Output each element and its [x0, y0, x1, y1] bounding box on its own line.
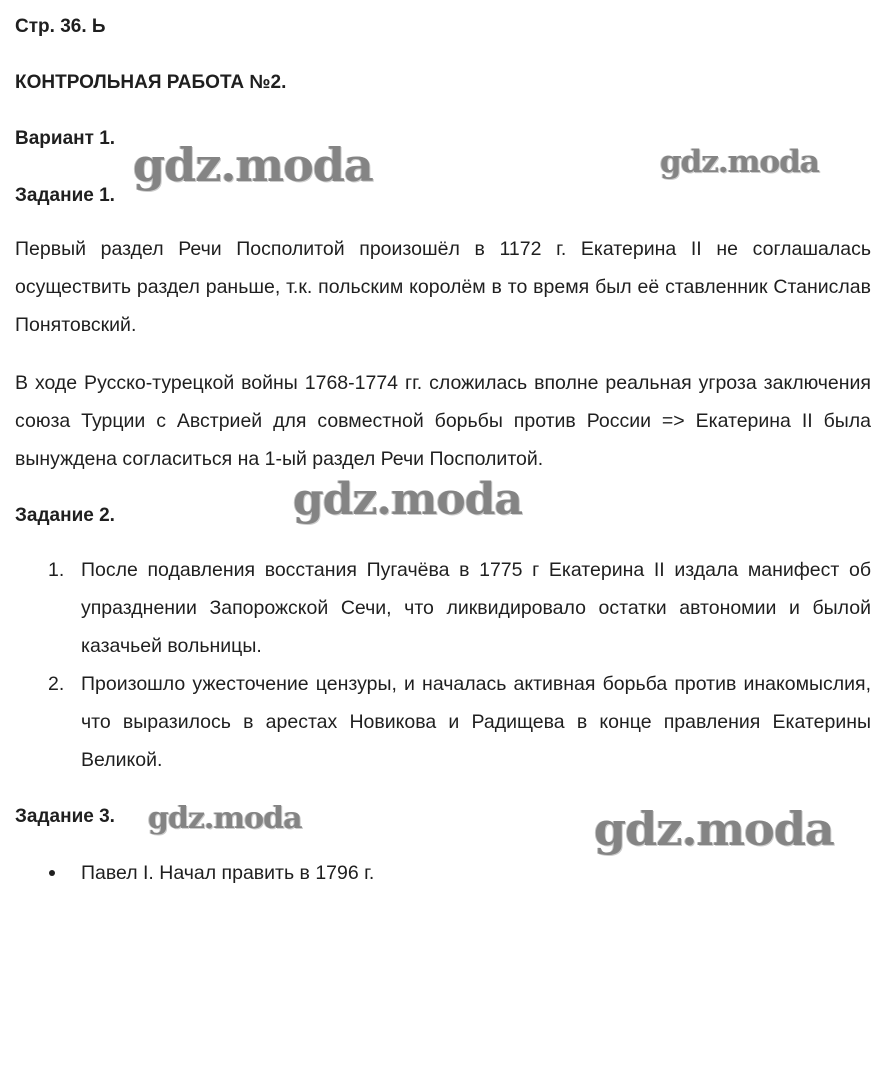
variant-heading: Вариант 1.: [15, 128, 116, 149]
list-item: [15, 854, 871, 892]
watermark-logo: gdz.moda: [660, 144, 819, 180]
list-item: [15, 665, 871, 779]
list-item-text: Произошло ужесточение цензуры, и началась активная борьба против инакомыслия, что выразилось в арестах Новикова и Радищева в конце правления Екатерины Великой.: [81, 673, 871, 771]
list-item: [15, 551, 871, 665]
bullet-icon: [49, 870, 55, 876]
watermark-logo: gdz.moda: [133, 138, 373, 192]
list-item-number: 1.: [48, 559, 65, 581]
document-title: КОНТРОЛЬНАЯ РАБОТА №2.: [15, 72, 287, 93]
task-1-paragraph-1: Первый раздел Речи Посполитой произошёл в 1172 г. Екатерина II не соглашалась осуществить раздел раньше, т.к. польским королём в то время был её ставленник Станислав Понятовский.: [15, 238, 871, 336]
task-1-heading: Задание 1.: [15, 185, 115, 206]
task-2-heading: Задание 2.: [15, 505, 115, 526]
watermark-logo: gdz.moda: [594, 802, 834, 856]
list-item-text: После подавления восстания Пугачёва в 1775 г Екатерина II издала манифест об упразднении Запорожской Сечи, что ликвидировало остатки автономии и былой казачьей вольницы.: [81, 559, 871, 657]
watermark-logo: gdz.moda: [293, 474, 523, 525]
watermark-logo: gdz.moda: [148, 801, 302, 836]
task-1-paragraph-2: В ходе Русско-турецкой войны 1768-1774 гг. сложилась вполне реальная угроза заключения союза Турции с Австрией для совместной борьбы против России => Екатерина II была вынуждена согласиться на 1-ый раздел Речи Посполитой.: [15, 372, 871, 470]
task-2-list: [15, 551, 871, 779]
page-reference: Стр. 36. Ь: [15, 16, 106, 37]
list-item-text: Павел I. Начал править в 1796 г.: [81, 862, 375, 884]
task-3-heading: Задание 3.: [15, 806, 115, 827]
task-3-list: [15, 854, 871, 892]
list-item-number: 2.: [48, 673, 65, 695]
